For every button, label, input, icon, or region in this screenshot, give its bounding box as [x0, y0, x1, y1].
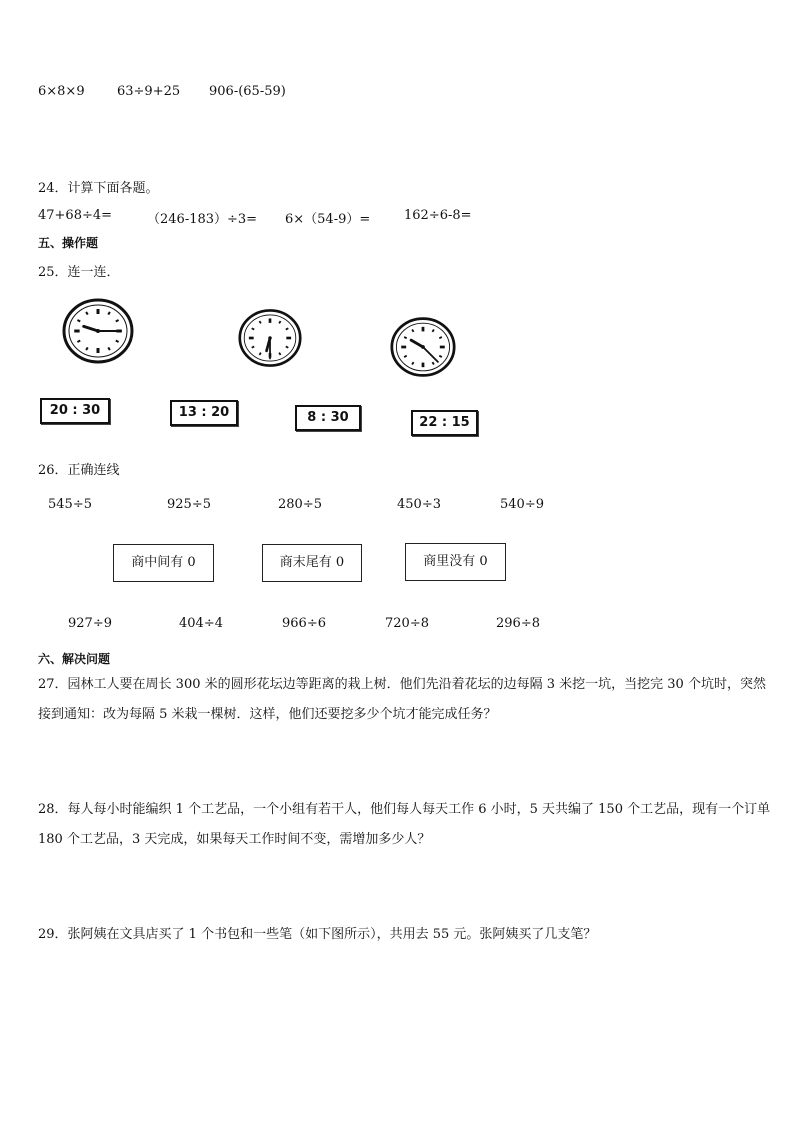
clock-tick — [404, 337, 407, 338]
bottom-expression-3: 966÷6 — [282, 616, 326, 631]
clock-tick — [286, 346, 288, 347]
clock-tick — [252, 328, 254, 329]
clock-tick — [439, 356, 442, 357]
clock-tick — [77, 341, 80, 343]
rule-box-1: 商中间有 0 — [113, 544, 214, 582]
clock-tick — [116, 320, 119, 322]
q24-expression-4: 162÷6-8= — [404, 208, 472, 223]
q26-title: 26．正确连线 — [38, 463, 120, 478]
top-expression-2: 925÷5 — [167, 497, 211, 512]
clock-tick — [108, 347, 110, 350]
q24-title: 24．计算下面各题。 — [38, 181, 159, 196]
clock-tick — [279, 353, 280, 355]
q23-expression-1: 6×8×9 — [38, 84, 85, 99]
clock-tick — [86, 347, 88, 350]
top-expression-3: 280÷5 — [278, 497, 322, 512]
clock-tick — [259, 353, 260, 355]
clock-face-icon — [62, 298, 134, 367]
clock-tick — [116, 341, 119, 343]
top-expression-5: 540÷9 — [500, 497, 544, 512]
q24-expression-3: 6×（54-9）= — [285, 212, 371, 227]
q29-text: 29．张阿姨在文具店买了 1 个书包和一些笔（如下图所示），共用去 55 元。张阿姨买了几支笔？ — [38, 927, 597, 942]
q27-text: 27．园林工人要在周长 300 米的圆形花坛边等距离的栽上树．他们先沿着花坛的边每隔 3 米挖一坑，当挖完 30 个坑时，突然接到通知：改为每隔 5 米栽一棵树．这样，他们还要挖多少个坑才能完成任务？ — [38, 677, 766, 722]
clock-tick — [108, 312, 110, 315]
section-6-title: 六、解决问题 — [38, 652, 111, 666]
rule-box-2: 商末尾有 0 — [262, 544, 362, 582]
bottom-expression-1: 927÷9 — [68, 616, 112, 631]
clock-tick — [412, 330, 413, 332]
clock-tick — [259, 321, 260, 323]
bottom-expression-4: 720÷8 — [385, 616, 429, 631]
q28-text: 28．每人每小时能编织 1 个工艺品，一个小组有若干人，他们每人每天工作 6 小时，5 天共编了 150 个工艺品，现有一个订单 180 个工艺品，3 天完成，如果每天工作时间不变，需增加多少人？ — [38, 802, 771, 847]
q24-expression-1: 47+68÷4= — [38, 208, 113, 223]
q23-expression-2: 63÷9+25 — [117, 84, 181, 99]
rule-box-3: 商里没有 0 — [405, 543, 506, 581]
clock-tick — [412, 362, 413, 364]
top-expression-4: 450÷3 — [397, 497, 441, 512]
section-5-title: 五、操作题 — [38, 236, 99, 250]
clock-face-icon — [238, 306, 302, 373]
clock-tick — [252, 346, 254, 347]
time-box-1: 20 : 30 — [40, 398, 110, 424]
clock-tick — [77, 320, 80, 322]
clock-tick — [432, 330, 433, 332]
q24-expression-2: （246-183）÷3= — [147, 212, 258, 227]
clock-tick — [439, 337, 442, 338]
clock-tick — [286, 328, 288, 329]
clock-tick — [404, 356, 407, 357]
bottom-expression-2: 404÷4 — [179, 616, 223, 631]
clock-tick — [432, 362, 433, 364]
bottom-expression-5: 296÷8 — [496, 616, 540, 631]
q25-title: 25．连一连． — [38, 265, 120, 280]
clock-tick — [279, 321, 280, 323]
clock-face-icon — [390, 315, 456, 382]
top-expression-1: 545÷5 — [48, 497, 92, 512]
time-box-3: 8 : 30 — [295, 405, 361, 431]
q23-expression-3: 906-(65-59) — [209, 84, 286, 99]
clock-tick — [86, 312, 88, 315]
time-box-4: 22 : 15 — [411, 410, 478, 436]
time-box-2: 13 : 20 — [170, 400, 238, 426]
